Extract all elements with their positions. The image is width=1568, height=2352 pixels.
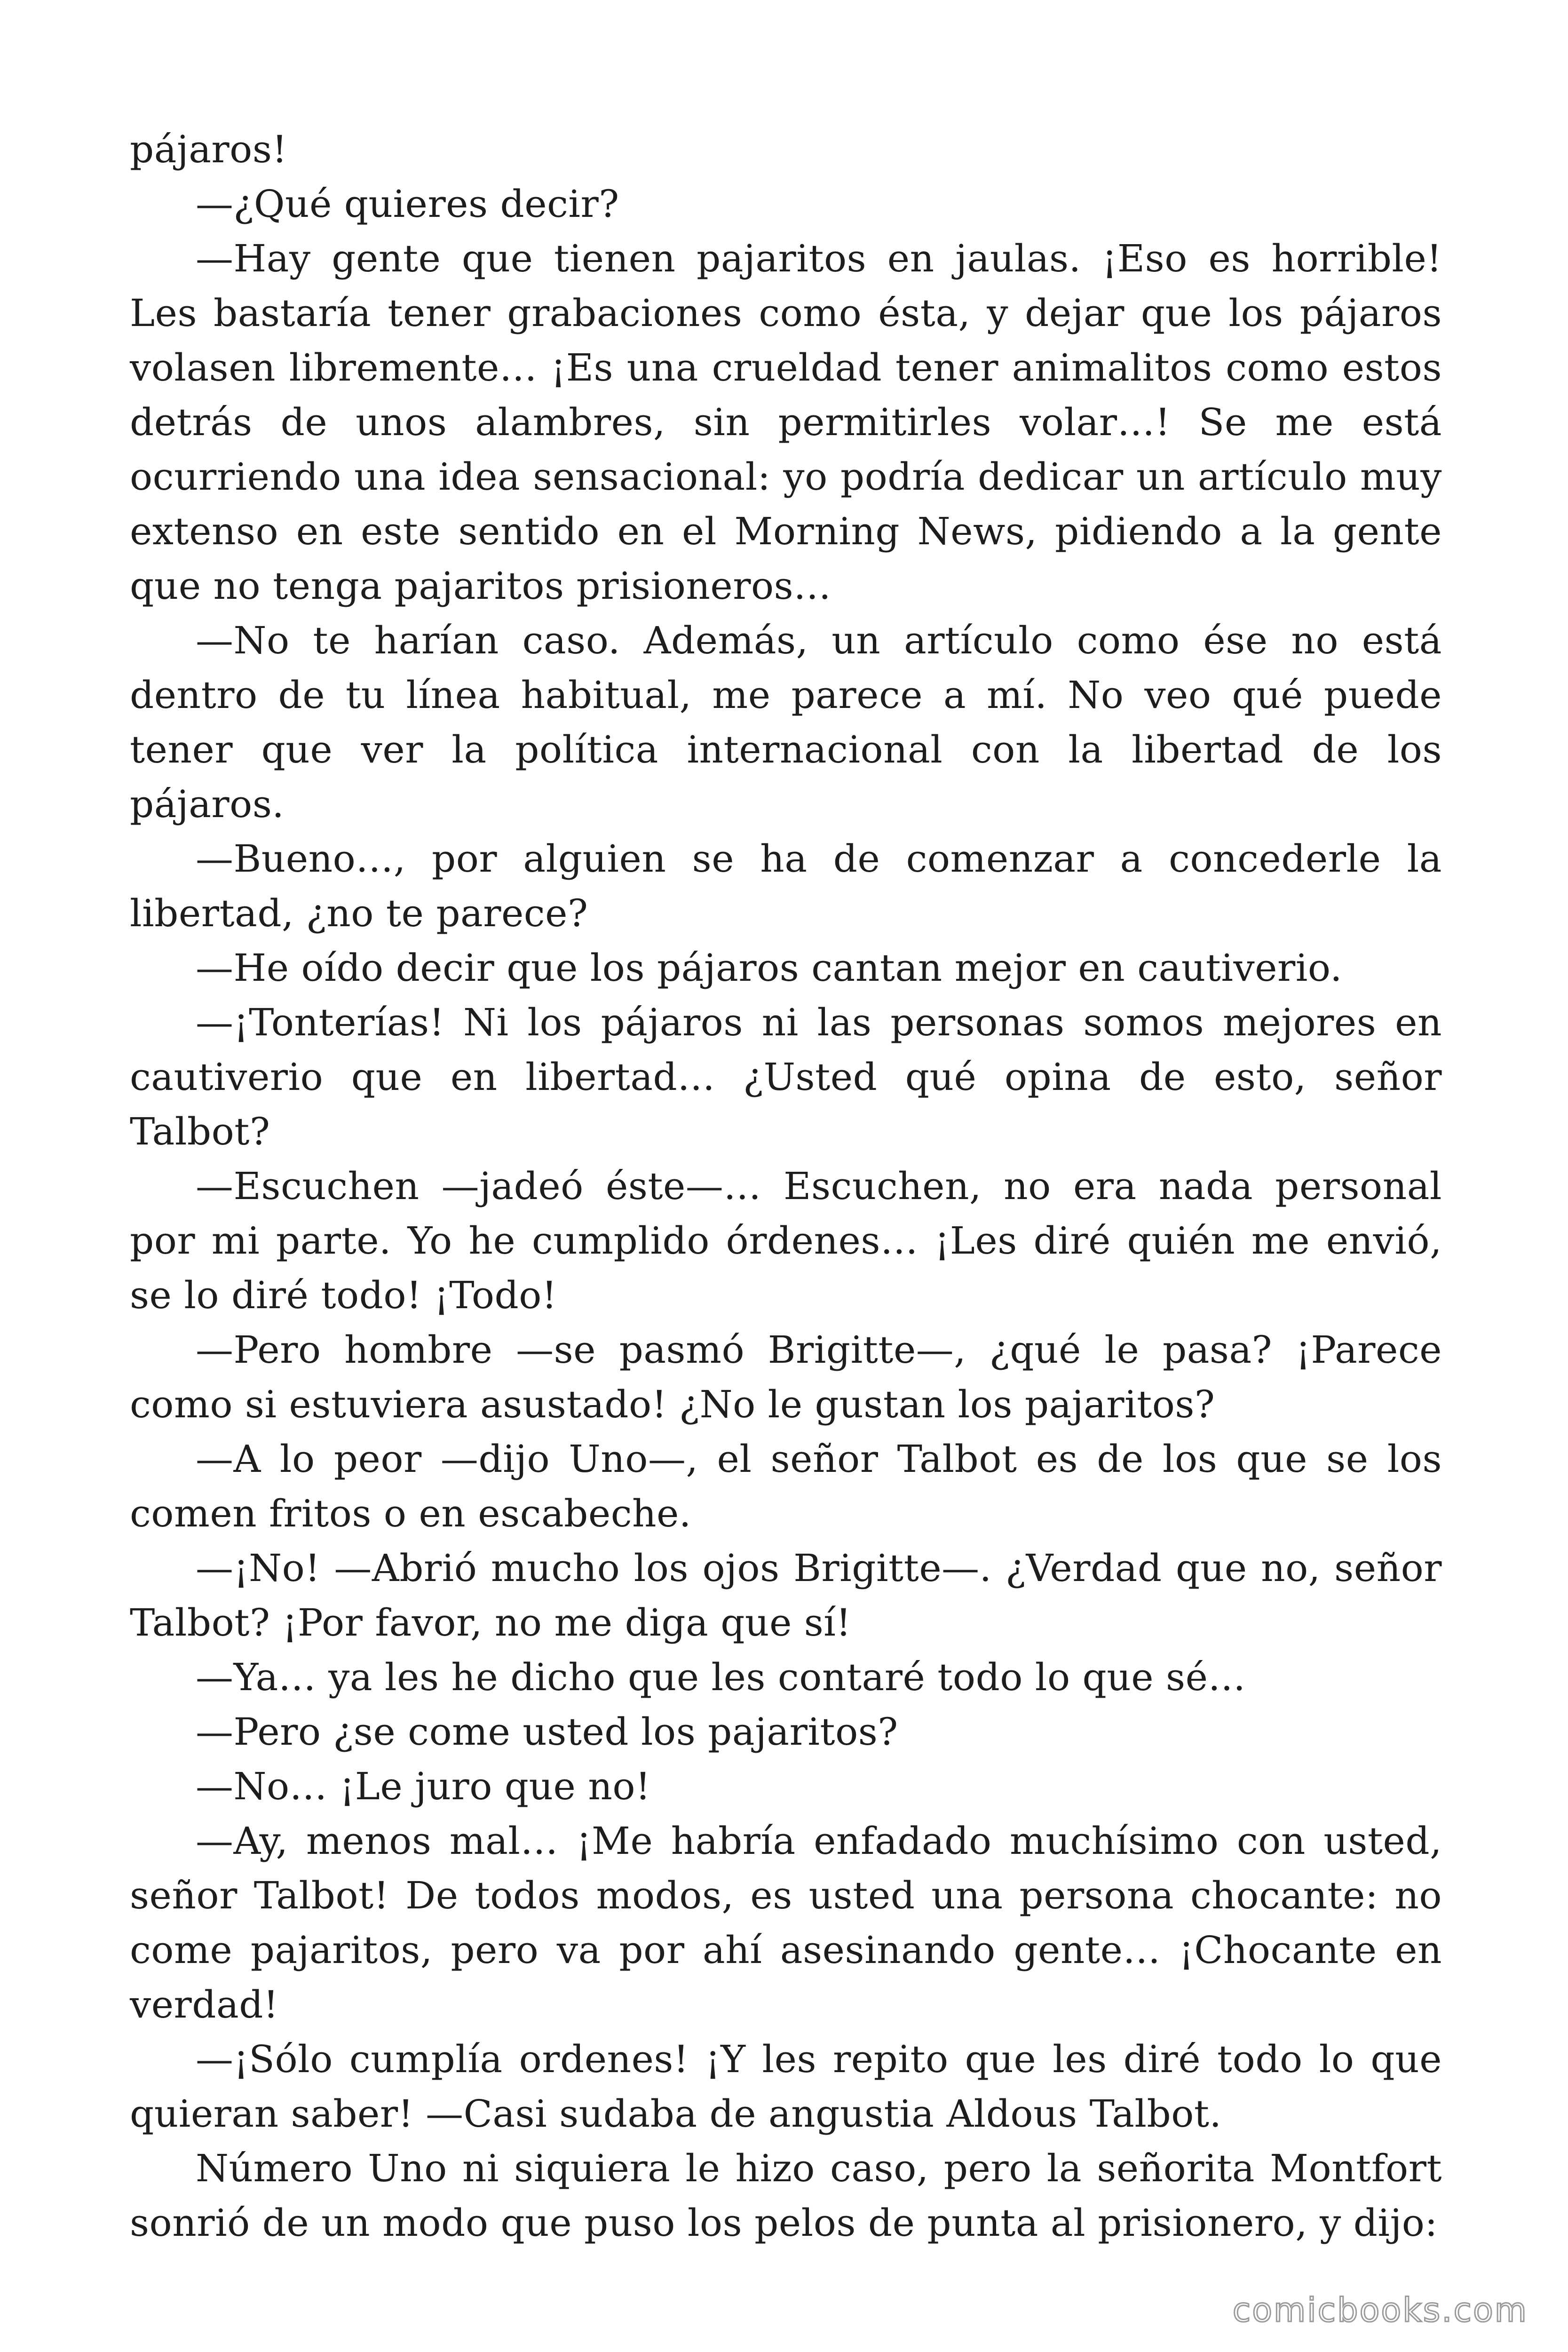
paragraph: —He oído decir que los pájaros cantan mejor en cautiverio. xyxy=(196,946,1343,990)
page-body xyxy=(130,122,1442,2250)
paragraph: —Hay gente que tienen pajaritos en jaulas. ¡Eso es horrible! Les bastaría tener grabaciones como ésta, y dejar que los pájaros volasen libremente… ¡Es una crueldad tener animalitos como estos detrás de unos alambres, sin permitirles volar…! Se me está ocurriendo una idea sensacional: yo podría dedicar un artículo muy extenso en este sentido en el Morning News, pidiendo a la gente que no tenga pajaritos prisioneros… xyxy=(130,237,1442,608)
paragraph: —Escuchen —jadeó éste—… Escuchen, no era nada personal por mi parte. Yo he cumplido órdenes… ¡Les diré quién me envió, se lo diré todo! ¡Todo! xyxy=(130,1164,1442,1317)
watermark: comicbooks.com xyxy=(1232,2291,1528,2329)
paragraph: pájaros! xyxy=(130,127,288,171)
paragraph: —¡Sólo cumplía ordenes! ¡Y les repito que les diré todo lo que quieran saber! —Casi sudaba de angustia Aldous Talbot. xyxy=(130,2037,1442,2136)
paragraph: —No te harían caso. Además, un artículo como ése no está dentro de tu línea habitual, me parece a mí. No veo qué puede tener que ver la política internacional con la libertad de los pájaros. xyxy=(130,619,1442,826)
paragraph: —A lo peor —dijo Uno—, el señor Talbot es de los que se los comen fritos o en escabeche. xyxy=(130,1437,1442,1535)
paragraph: —Ay, menos mal… ¡Me habría enfadado muchísimo con usted, señor Talbot! De todos modos, es usted una persona chocante: no come pajaritos, pero va por ahí asesinando gente… ¡Chocante en verdad! xyxy=(130,1819,1442,2026)
paragraph: —¿Qué quieres decir? xyxy=(196,182,619,226)
paragraph: —¡Tonterías! Ni los pájaros ni las personas somos mejores en cautiverio que en libertad… ¿Usted qué opina de esto, señor Talbot? xyxy=(130,1001,1442,1153)
paragraph: —Bueno…, por alguien se ha de comenzar a concederle la libertad, ¿no te parece? xyxy=(130,837,1442,935)
paragraph: —Pero ¿se come usted los pajaritos? xyxy=(196,1710,898,1754)
paragraph: —¡No! —Abrió mucho los ojos Brigitte—. ¿Verdad que no, señor Talbot? ¡Por favor, no me diga que sí! xyxy=(130,1546,1442,1645)
paragraph: —No… ¡Le juro que no! xyxy=(196,1764,651,1808)
paragraph: —Pero hombre —se pasmó Brigitte—, ¿qué le pasa? ¡Parece como si estuviera asustado! ¿No le gustan los pajaritos? xyxy=(130,1328,1442,1426)
paragraph: Número Uno ni siquiera le hizo caso, pero la señorita Montfort sonrió de un modo que puso los pelos de punta al prisionero, y dijo: xyxy=(130,2146,1442,2245)
paragraph: —Ya… ya les he dicho que les contaré todo lo que sé… xyxy=(196,1655,1246,1699)
